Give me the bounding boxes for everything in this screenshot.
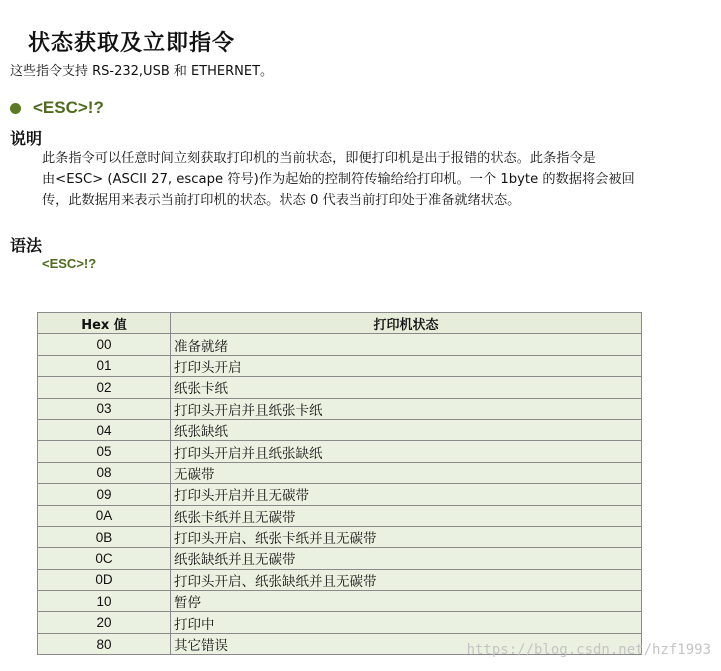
status-cell: 打印头开启、纸张缺纸并且无碳带	[171, 569, 642, 590]
hex-column-header: Hex 值	[38, 313, 171, 334]
hex-cell: 02	[38, 377, 171, 398]
table-row	[38, 462, 642, 483]
hex-cell: 10	[38, 591, 171, 612]
description-line: 由<ESC> (ASCII 27, escape 符号)作为起始的控制符传输给给打印机。一个 1byte 的数据将会被回	[42, 172, 635, 187]
table-row	[38, 377, 642, 398]
table-row	[38, 441, 642, 462]
watermark-url: https://blog.csdn.net/hzf1993	[466, 642, 711, 658]
table-row	[38, 484, 642, 505]
table-row	[38, 355, 642, 376]
page-title: 状态获取及立即指令	[28, 31, 236, 56]
table-row	[38, 526, 642, 547]
status-cell: 无碳带	[171, 462, 642, 483]
hex-cell: 04	[38, 419, 171, 440]
hex-cell: 08	[38, 462, 171, 483]
table-row	[38, 569, 642, 590]
status-cell: 其它错误	[171, 633, 642, 654]
table-row	[38, 548, 642, 569]
hex-cell: 01	[38, 355, 171, 376]
hex-cell: 0B	[38, 526, 171, 547]
table-row	[38, 419, 642, 440]
bullet-icon	[10, 103, 21, 114]
hex-cell: 00	[38, 334, 171, 355]
status-cell: 打印头开启并且无碳带	[171, 484, 642, 505]
table-row	[38, 334, 642, 355]
status-cell: 纸张缺纸	[171, 419, 642, 440]
status-cell: 打印头开启并且纸张卡纸	[171, 398, 642, 419]
hex-cell: 80	[38, 633, 171, 654]
hex-cell: 0C	[38, 548, 171, 569]
table-row	[38, 591, 642, 612]
syntax-code: <ESC>!?	[42, 256, 97, 271]
status-cell: 纸张卡纸	[171, 377, 642, 398]
command-heading	[10, 98, 104, 118]
status-cell: 打印头开启并且纸张缺纸	[171, 441, 642, 462]
table-header-row	[38, 313, 642, 334]
description-line: 此条指令可以任意时间立刻获取打印机的当前状态，即便打印机是出于报错的状态。此条指令是	[42, 151, 596, 166]
command-name: <ESC>!?	[33, 98, 104, 117]
description-label: 说明	[10, 129, 43, 148]
support-note: 这些指令支持 RS-232,USB 和 ETHERNET。	[10, 64, 274, 79]
status-cell: 打印头开启、纸张卡纸并且无碳带	[171, 526, 642, 547]
hex-cell: 0D	[38, 569, 171, 590]
table-row	[38, 505, 642, 526]
description-line: 传，此数据用来表示当前打印机的状态。状态 0 代表当前打印处于准备就绪状态。	[42, 193, 521, 208]
status-cell: 暂停	[171, 591, 642, 612]
status-cell: 纸张卡纸并且无碳带	[171, 505, 642, 526]
status-cell: 准备就绪	[171, 334, 642, 355]
hex-cell: 09	[38, 484, 171, 505]
description-paragraph	[42, 148, 712, 211]
syntax-label: 语法	[10, 236, 43, 255]
table-row	[38, 612, 642, 633]
status-cell: 纸张缺纸并且无碳带	[171, 548, 642, 569]
status-table	[37, 312, 642, 655]
hex-cell: 03	[38, 398, 171, 419]
hex-cell: 05	[38, 441, 171, 462]
hex-cell: 0A	[38, 505, 171, 526]
table-row	[38, 398, 642, 419]
status-cell: 打印中	[171, 612, 642, 633]
status-cell: 打印头开启	[171, 355, 642, 376]
status-column-header: 打印机状态	[171, 313, 642, 334]
hex-cell: 20	[38, 612, 171, 633]
